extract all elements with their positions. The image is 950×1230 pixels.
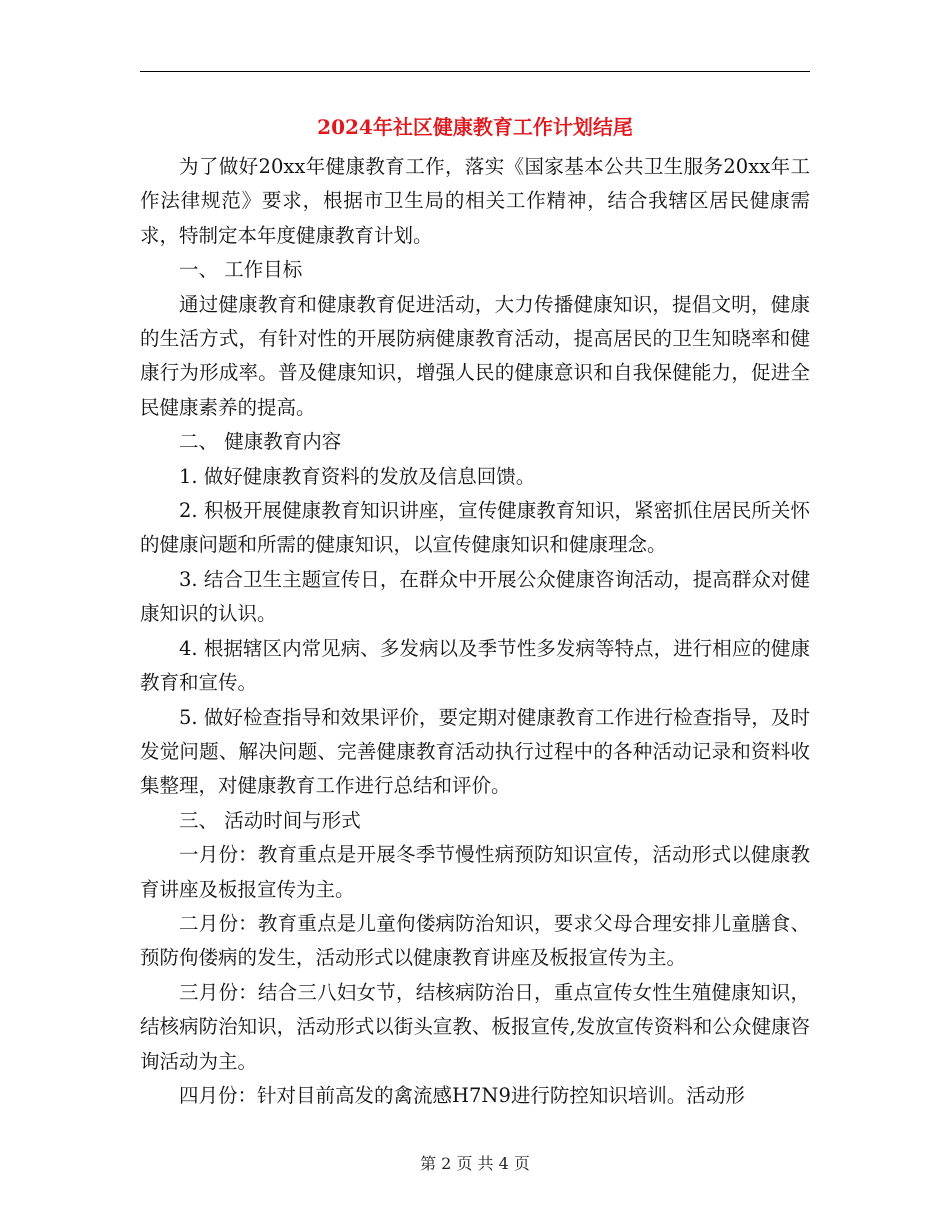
schedule-march: 三月份：结合三八妇女节，结核病防治日，重点宣传女性生殖健康知识，结核病防治知识，活动形式以街头宣教、板报宣传,发放宣传资料和公众健康咨询活动为主。 [140, 980, 810, 1073]
content-item-1: 1. 做好健康教育资料的发放及信息回馈。 [179, 464, 536, 488]
document-body [140, 150, 810, 1113]
header-rule [140, 71, 810, 72]
intro-paragraph: 为了做好20xx年健康教育工作，落实《国家基本公共卫生服务20xx年工作法律规范》要求，根据市卫生局的相关工作精神，结合我辖区居民健康需求，特制定本年度健康教育计划。 [140, 155, 810, 247]
schedule-january: 一月份：教育重点是开展冬季节慢性病预防知识宣传，活动形式以健康教育讲座及板报宣传为主。 [140, 843, 810, 901]
section-heading-schedule: 三、 活动时间与形式 [179, 808, 361, 832]
document-title: 2024年社区健康教育工作计划结尾 [317, 115, 633, 139]
page-number: 第 2 页 共 4 页 [420, 1154, 530, 1173]
content-item-4: 4. 根据辖区内常见病、多发病以及季节性多发病等特点，进行相应的健康教育和宣传。 [140, 636, 810, 695]
schedule-april: 四月份：针对目前高发的禽流感H7N9进行防控知识培训。活动形 [179, 1083, 745, 1107]
section-heading-content: 二、 健康教育内容 [179, 430, 342, 454]
content-item-3: 3. 结合卫生主题宣传日，在群众中开展公众健康咨询活动，提高群众对健康知识的认识。 [140, 567, 810, 626]
goals-paragraph: 通过健康教育和健康教育促进活动，大力传播健康知识，提倡文明，健康的生活方式，有针对性的开展防病健康教育活动，提高居民的卫生知晓率和健康行为形成率。普及健康知识，增强人民的健康意识和自我保健能力，促进全民健康素养的提高。 [140, 292, 810, 419]
schedule-february: 二月份：教育重点是儿童佝偻病防治知识，要求父母合理安排儿童膳食、预防佝偻病的发生，活动形式以健康教育讲座及板报宣传为主。 [140, 911, 810, 970]
content-item-5: 5. 做好检查指导和效果评价，要定期对健康教育工作进行检查指导，及时发觉问题、解决问题、完善健康教育活动执行过程中的各种活动记录和资料收集整理，对健康教育工作进行总结和评价。 [140, 705, 810, 798]
section-heading-goals: 一、 工作目标 [179, 258, 303, 282]
content-item-2: 2. 积极开展健康教育知识讲座，宣传健康教育知识，紧密抓住居民所关怀的健康问题和所需的健康知识，以宣传健康知识和健康理念。 [140, 499, 810, 557]
